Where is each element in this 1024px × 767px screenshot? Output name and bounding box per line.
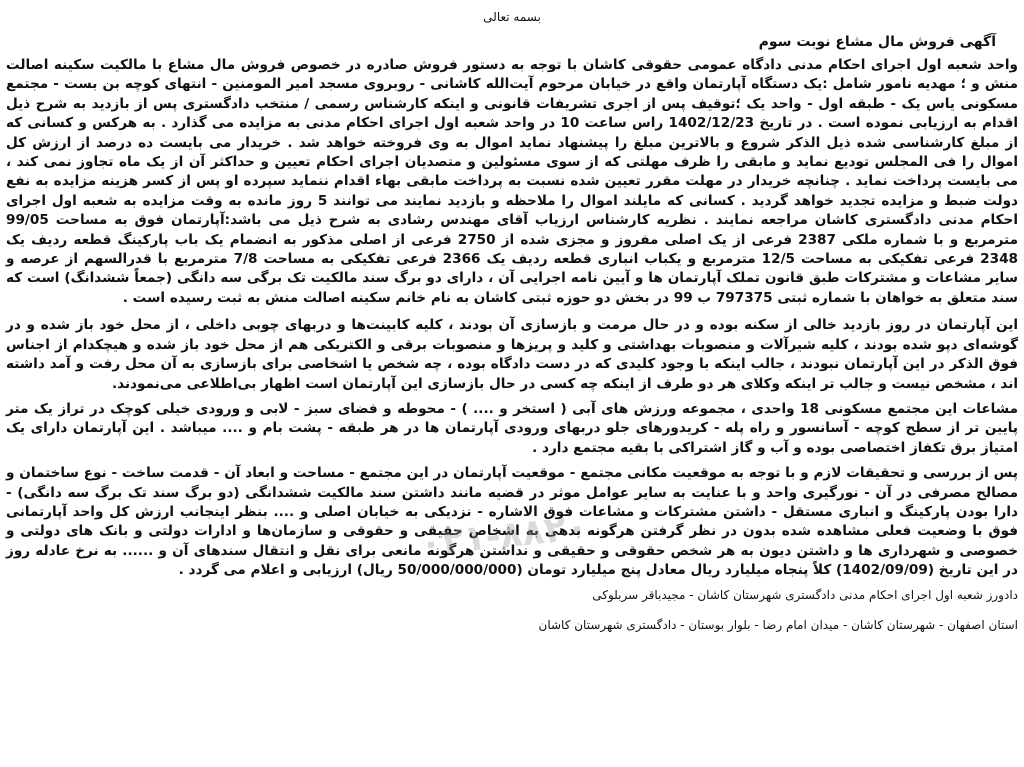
phone-watermark: ۰۲۱-۸۸۲۰ bbox=[417, 506, 591, 565]
notice-title: آگهی فروش مال مشاع نوبت سوم bbox=[758, 34, 996, 50]
paragraph-visit-condition: این آپارتمان در روز بازدید خالی از سکنه بوده و در حال مرمت و بازسازی آن بودند ، کلیه کابینت‌ها و دربهای چوبی داخلی ، از محل خود باز شده و در گوشه‌ای دپو شده بودند ، کلیه شیرآلات و منصوبات بهداشتی و کلید و پریزها و منصوبات برقی و الکتریکی هم از محل خود باز شده و هیچکدام از اجناس فوق الذکر در این آپارتمان نبودند ، جالب اینکه با وجود کلیدی که در دست دادگاه بوده ، چه شخص یا اشخاصی برای بازسازی به آن محل رفت و آمد داشته اند ، مشخص نیست و جالب تر اینکه وکلای هر دو طرف از اینکه چه کسی در حال بازسازی این آپارتمان است اظهار بی‌اطلاعی می‌نمودند. bbox=[6, 317, 1018, 392]
paragraph-common-areas: مشاعات این مجتمع مسکونی 18 واحدی ، مجموعه ورزش های آبی ( استخر و .... ) - محوطه و فضای سبز - لابی و ورودی خیلی کوچک در تراز یک متر پایین تر از سطح کوچه - آسانسور و راه پله - کریدورهای جلو دربهای ورودی آپارتمان ها در هر طبقه - پشت بام و .... میباشد . این آپارتمان دارای یک امتیاز برق تکفاز اختصاصی بوده و آب و گاز اشتراکی با بقیه مجتمع دارد . bbox=[6, 400, 1018, 456]
basmala-heading: بسمه تعالی bbox=[483, 10, 541, 24]
address-line: استان اصفهان - شهرستان کاشان - میدان امام رضا - بلوار بوستان - دادگستری شهرستان کاشان bbox=[538, 617, 1018, 632]
paragraph-valuation: پس از بررسی و تحقیقات لازم و با توجه به موقعیت مکانی مجتمع - موقعیت آپارتمان در این مجتمع - مساحت و ابعاد آن - قدمت ساخت - نوع ساختمان و مصالح مصرفی در آن - نورگیری واحد و با عنایت به سایر عوامل موثر در قضیه مانند داشتن سند مالکیت ششدانگی (دو برگ سند تک برگ سه دانگی) - دارا بودن پارکینگ و انباری مستقل - داشتن مشترکات و مشاعات فوق الاشاره - نزدیکی به خیابان اصلی و .... بنظر اینجانب ارزش کل واحد آپارتمانی فوق با وضعیت فعلی مشاهده شده بدون در نظر گرفتن هرگونه بدهی به اشخاص حقیقی و حقوقی و سازمان‌ها و ادارات دولتی و بانک های دولتی و خصوصی و شهرداری ها و داشتن دیون به هر شخص حقوقی و حقیقی و نداشتن هرگونه مانعی برای نقل و انتقال سندهای آن و ...... به نرخ عادله روز در این تاریخ (1402/09/09) کلاً پنجاه میلیارد ریال معادل پنج میلیارد تومان (50/000/000/000 ریال) ارزیابی و اعلام می گردد . bbox=[6, 465, 1018, 579]
notice-page bbox=[6, 4, 1018, 764]
signature-line: دادورز شعبه اول اجرای احکام مدنی دادگستری شهرستان کاشان - مجیدباقر سربلوکی bbox=[592, 587, 1018, 602]
paragraph-auction-details: واحد شعبه اول اجرای احکام مدنی دادگاه عمومی حقوقی کاشان با توجه به دستور فروش صادره در خصوص فروش مال مشاع با مالکیت سکینه اصالت منش و ؛ مهدیه نامور شامل :یک دستگاه آپارتمان واقع در خیابان مرحوم آیت‌الله کاشانی - روبروی مسجد امیر المومنین - انتهای کوچه بن بست - مجتمع مسکونی یاس یک - طبقه اول - واحد یک ؛توقیف پس از اجری تشریفات قانونی و اینکه کارشناس رسمی / منتخب دادگستری پس از بازدید به شرح ذیل اقدام به ارزیابی نموده است . در تاریخ 1402/12/23 راس ساعت 10 در واحد شعبه اول اجرای احکام مدنی به مزایده می گذارد . به هرکس و کسانی که از مبلغ کارشناسی شده ذیل الذکر شروع و بالاترین مبلغ را پیشنهاد نماید اموال به وی فروخته خواهد شد . خریدار می بایست ده درصد از ارزش کل اموال را فی المجلس تودیع نماید و مابقی را ظرف مهلتی که از سوی مسئولین و متصدیان اجرای احکام تعیین و حداکثر آن از یک ماه تجاوز نمی کند ، می بایست پرداخت نماید . چنانچه خریدار در مهلت مقرر تعیین شده نسبت به پرداخت مابقی بهاء اقدام ننماید سپرده او پس از کسر هزینه مزایده به نفع دولت ضبط و مزایده تجدید خواهد گردید . کسانی که مایلند اموال را ملاحظه و بازدید نمایند می توانند 5 روز مانده به وقت مزایده به شعبه اول اجرای احکام مدنی دادگستری کاشان مراجعه نمایند . نظریه کارشناس ارزیاب آقای مهندس رشادی به شرح ذیل می باشد:آپارتمان فوق به مساحت 99/05 مترمربع و با شماره ملکی 2387 فرعی از یک اصلی مفروز و مجزی شده از 2750 فرعی از اصلی مذکور به انضمام یک باب پارکینگ قطعه ردیف یک 2348 فرعی تفکیکی به مساحت 12/5 مترمربع و یکباب انباری قطعه ردیف یک 2366 فرعی تفکیکی به مساحت 7/8 مترمربع با قدرالسهم از عرصه و سایر مشاعات و مشترکات طبق قانون تملک آپارتمان ها و آیین نامه اجرایی آن ، دارای دو برگ سند مالکیت تک برگی سه دانگی (جمعاً ششدانگ) است که سند متعلق به خواهان با شماره ثبتی 797375 ب 99 در بخش دو حوزه ثبتی کاشان به نام خانم سکینه اصالت منش به ثبت رسیده است . bbox=[6, 57, 1019, 306]
